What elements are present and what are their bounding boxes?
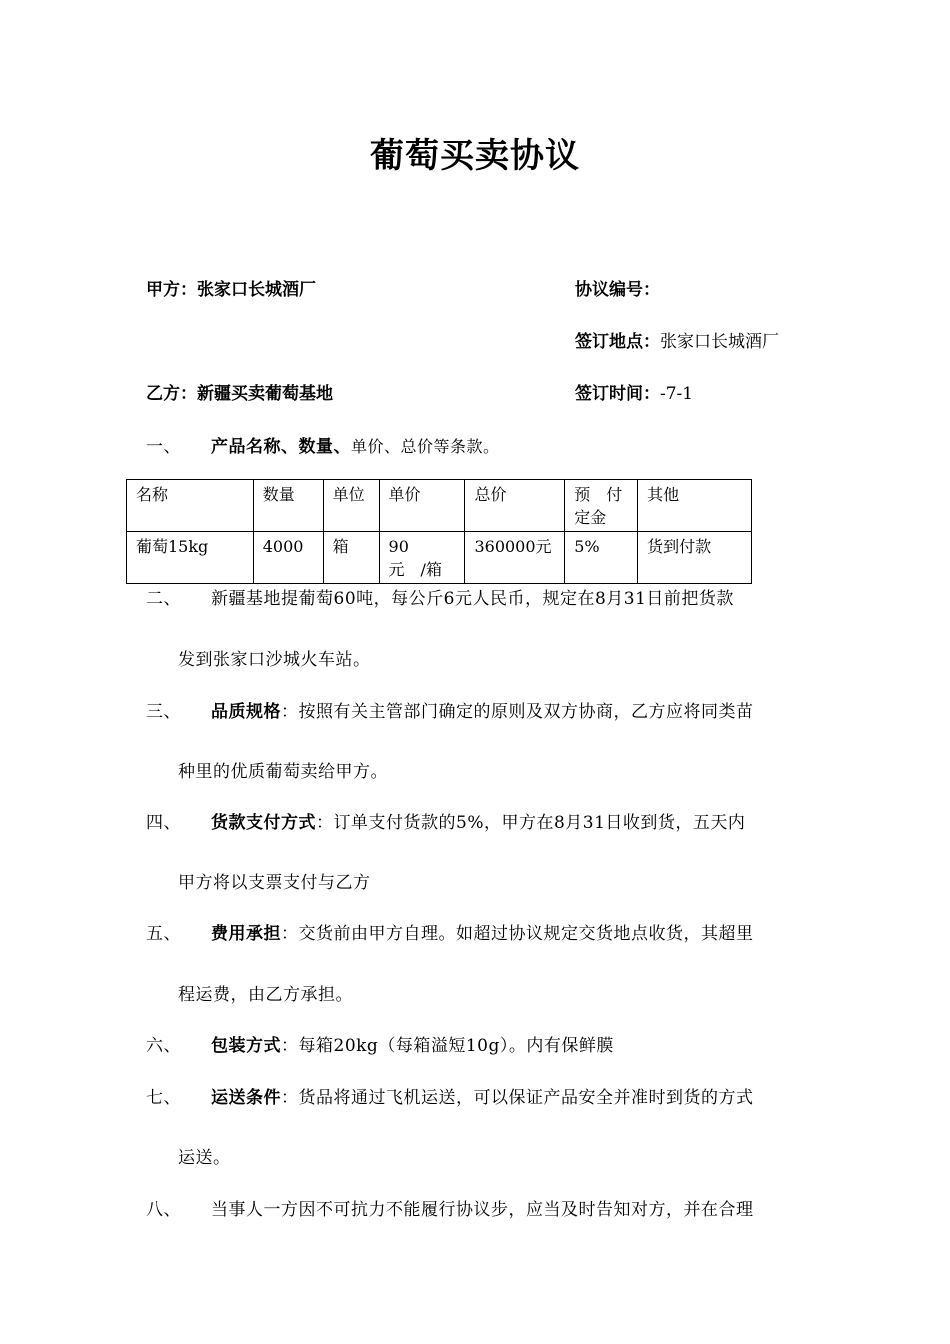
- table-header-cell: 预 付定金: [565, 480, 638, 532]
- clause-7-line-1: ：货品将通过飞机运送，可以保证产品安全并准时到货的方式: [281, 1088, 754, 1108]
- sign-place-value: 张家口长城酒厂: [660, 332, 779, 352]
- clause-5-line-1: ：交货前由甲方自理。如超过协议规定交货地点收货，其超里: [281, 924, 754, 944]
- sign-place: [575, 327, 779, 352]
- clause-6: [211, 1031, 614, 1056]
- clause-8-number: 八、: [146, 1200, 181, 1220]
- document-title: 葡萄买卖协议: [370, 136, 580, 176]
- clause-6-number: 六、: [146, 1036, 181, 1056]
- party-b-label: 乙方：: [146, 384, 197, 404]
- clause-1-number: 一、: [146, 437, 181, 457]
- clause-2-line-1: 新疆基地提葡萄60吨，每公斤6元人民币，规定在8月31日前把货款: [211, 589, 734, 609]
- clause-4-line-1: ：订单支付货款的5%，甲方在8月31日收到货，五天内: [316, 813, 746, 833]
- clause-3: [211, 697, 754, 722]
- clause-1: [211, 432, 500, 457]
- clause-2-line-2: 发到张家口沙城火车站。: [178, 650, 371, 670]
- table-cell: 箱: [323, 532, 379, 584]
- sign-time-label: 签订时间：: [575, 384, 660, 404]
- clause-3-line-2: 种里的优质葡萄卖给甲方。: [178, 762, 388, 782]
- table-cell: 4000: [253, 532, 323, 584]
- clause-1-heading: 产品名称、数量、: [211, 437, 351, 457]
- clause-7-number: 七、: [146, 1088, 181, 1108]
- clause-6-heading: 包装方式: [211, 1036, 281, 1056]
- table-header-row: [127, 480, 752, 532]
- table-row: [127, 532, 752, 584]
- sign-place-label: 签订地点：: [575, 332, 660, 352]
- clause-3-heading: 品质规格: [211, 702, 281, 722]
- goods-table: [126, 479, 752, 584]
- table-cell: 5%: [565, 532, 638, 584]
- table-cell: 360000元: [465, 532, 565, 584]
- table-header-cell: 总价: [465, 480, 565, 532]
- clause-5: [211, 919, 754, 944]
- party-a: [146, 275, 316, 300]
- clause-7-line-2: 运送。: [178, 1148, 231, 1168]
- party-b-value: 新疆买卖葡萄基地: [197, 384, 333, 404]
- table-header-cell: 单价: [379, 480, 465, 532]
- clause-6-line-1: ：每箱20kg（每箱溢短10g）。内有保鲜膜: [281, 1036, 614, 1056]
- party-b: [146, 379, 333, 404]
- table-header-cell: 名称: [127, 480, 254, 532]
- clause-5-number: 五、: [146, 924, 181, 944]
- clause-4-line-2: 甲方将以支票支付与乙方: [178, 873, 371, 893]
- clause-4-number: 四、: [146, 813, 181, 833]
- clause-5-line-2: 程运费，由乙方承担。: [178, 985, 353, 1005]
- clause-4: [211, 808, 745, 833]
- party-a-value: 张家口长城酒厂: [197, 280, 316, 300]
- clause-3-line-1: ：按照有关主管部门确定的原则及双方协商，乙方应将同类苗: [281, 702, 754, 722]
- table-header-cell: 其他: [638, 480, 752, 532]
- clause-2-number: 二、: [146, 589, 181, 609]
- table-header-cell: 单位: [323, 480, 379, 532]
- clause-1-text: 单价、总价等条款。: [351, 437, 500, 456]
- clause-8-line-1: 当事人一方因不可抗力不能履行协议步，应当及时告知对方，并在合理: [211, 1200, 754, 1220]
- clause-4-heading: 货款支付方式: [211, 813, 316, 833]
- clause-7-heading: 运送条件: [211, 1088, 281, 1108]
- agreement-no-label: 协议编号：: [575, 280, 660, 300]
- clause-3-number: 三、: [146, 702, 181, 722]
- sign-time-value: -7-1: [660, 384, 694, 404]
- sign-time: [575, 379, 693, 404]
- table-cell: 90 元 /箱: [379, 532, 465, 584]
- table-header-cell: 数量: [253, 480, 323, 532]
- table-cell: 葡萄15kg: [127, 532, 254, 584]
- table-cell: 货到付款: [638, 532, 752, 584]
- party-a-label: 甲方：: [146, 280, 197, 300]
- clause-7: [211, 1083, 754, 1108]
- clause-5-heading: 费用承担: [211, 924, 281, 944]
- agreement-no: [575, 275, 660, 300]
